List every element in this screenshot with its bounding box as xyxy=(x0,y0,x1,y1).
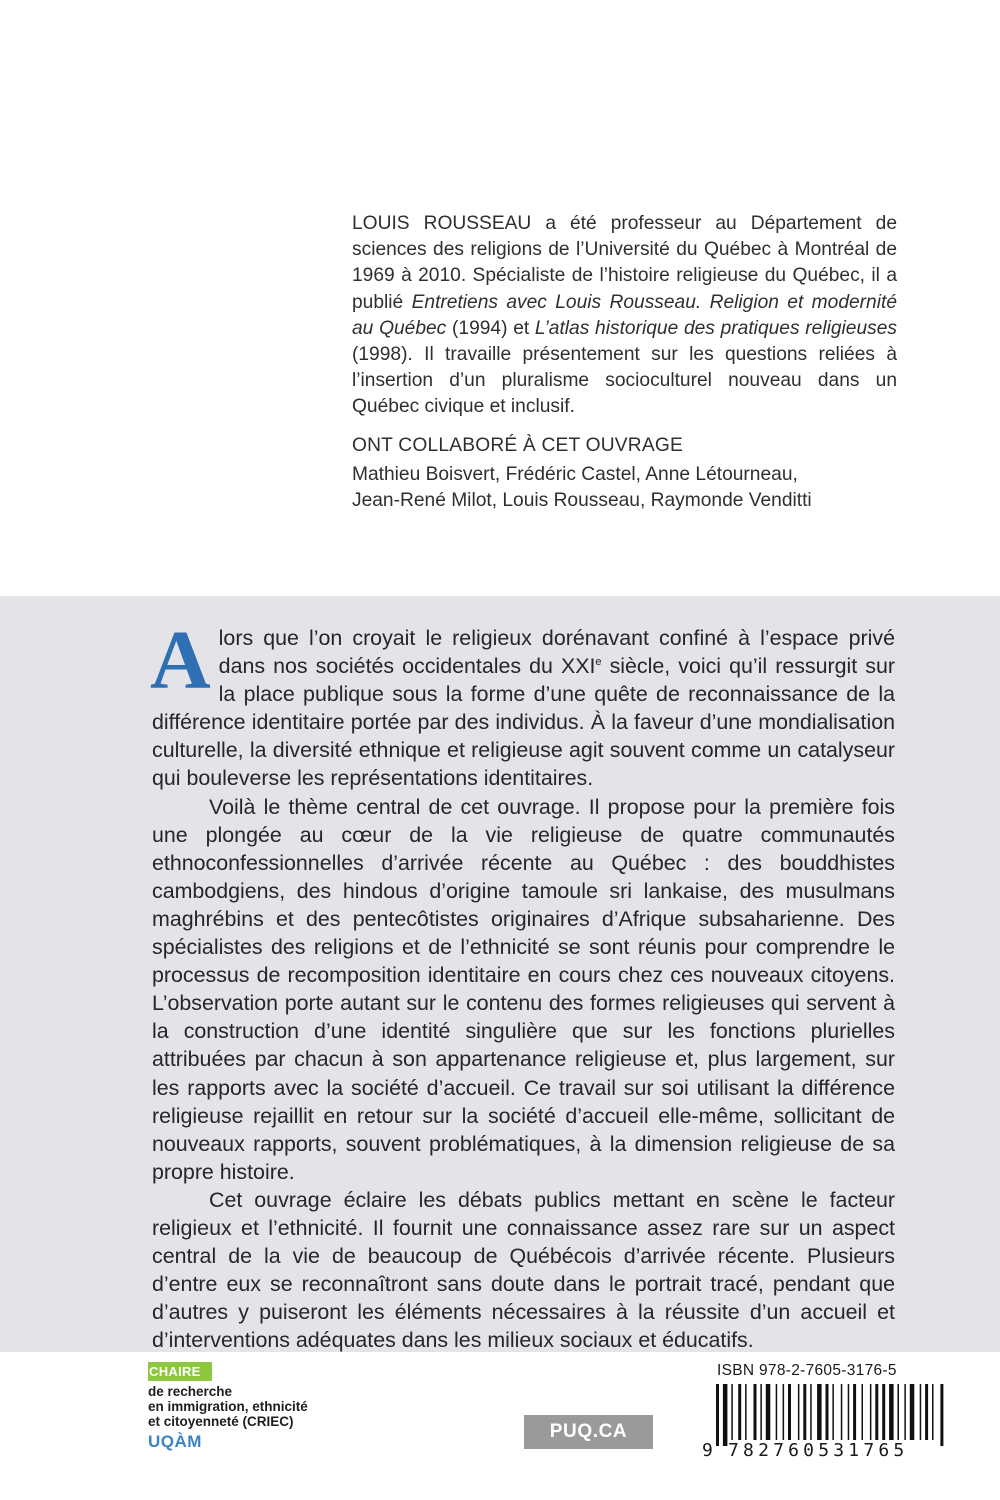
barcode-digits: 782760531765 xyxy=(728,1440,909,1461)
author-name: LOUIS ROUSSEAU xyxy=(352,213,532,234)
book-title-1: Entretiens avec Louis Rousseau. Religion et modernité au Québec xyxy=(352,291,897,339)
criec-name: de recherche en immigration, ethnicité et citoyenneté (CRIEC) xyxy=(148,1384,308,1429)
collaborators-heading: ONT COLLABORÉ À CET OUVRAGE xyxy=(352,435,683,456)
book-summary xyxy=(150,614,895,1354)
summary-paragraph: Cet ouvrage éclaire les débats publics mettant en scène le facteur religieux et l’ethnicité. Il fournit une connaissance assez rare sur un aspect central de la vie de beaucoup de Québécois d’arrivée récente. Plusieurs d’entre eux se reconnaîtront sans doute dans le portrait tracé, pendant que d’autres y puiseront les éléments nécessaires à la réussite d’un accueil et d’interventions adéquates dans les milieux sociaux et éducatifs. xyxy=(152,1187,895,1353)
barcode-first-digit: 9 xyxy=(702,1440,713,1461)
drop-cap: A xyxy=(150,614,211,707)
collaborators-list xyxy=(352,462,897,514)
puq-logo: PUQ.CA xyxy=(524,1415,653,1449)
author-bio: LOUIS ROUSSEAU a été professeur au Département de sciences des religions de l’Université du Québec à Montréal de 1969 à 2010. Spécialiste de l’histoire religieuse du Québec, il a publié Entretiens avec Louis Rousseau. Religion et modernité au Québec (1994) et L’atlas historique des pratiques religieuses (1998). Il travaille présentement sur les questions reliées à l’insertion d’un pluralisme socioculturel nouveau dans un Québec civique et inclusif. xyxy=(352,213,897,418)
isbn-barcode xyxy=(700,1358,960,1468)
back-cover-top xyxy=(0,0,1000,596)
isbn-number: ISBN 978-2-7605-3176-5 xyxy=(717,1362,897,1379)
collaborators-line: Mathieu Boisvert, Frédéric Castel, Anne Létourneau, xyxy=(352,464,798,485)
criec-logo xyxy=(148,1362,408,1462)
summary-paragraph: Alors que l’on croyait le religieux dorénavant confiné à l’espace privé dans nos sociétés occidentales du XXIe siècle, voici qu’il ressurgit sur la place publique sous la forme d’une quête de reconnaissance de la différence identitaire portée par des individus. À la faveur d’une mondialisation culturelle, la diversité ethnique et religieuse agit souvent comme un catalyseur qui bouleverse les représentations identitaires. xyxy=(150,614,895,791)
book-title-2: L’atlas historique des pratiques religieuses xyxy=(534,317,897,339)
collaborators-line: Jean-René Milot, Louis Rousseau, Raymonde Venditti xyxy=(352,490,812,512)
barcode-icon xyxy=(716,1384,952,1446)
chaire-label: CHAIRE xyxy=(148,1362,212,1381)
summary-paragraph: Voilà le thème central de cet ouvrage. Il propose pour la première fois une plongée au cœur de la vie religieuse de quatre communautés ethnoconfessionnelles d’arrivée récente au Québec : des bouddhistes cambodgiens, des hindous d’origine tamoule sri lankaise, des musulmans maghrébins et des pentecôtistes originaires d’Afrique subsaharienne. Des spécialistes des religions et de l’ethnicité se sont réunis pour comprendre le processus de recomposition identitaire en cours chez ces nouveaux citoyens. L’observation porte autant sur le contenu des formes religieuses qui servent à la construction d’une identité singulière que sur les fonctions plurielles attribuées par chacun à son appartenance religieuse et, plus largement, sur les rapports avec la société d’accueil. Ce travail sur soi utilisant la différence religieuse rejaillit en retour sur la société d’accueil elle-même, sollicitant de nouveaux rapports, souvent problématiques, à la dimension religieuse de sa propre histoire. xyxy=(152,794,895,1184)
uqam-logo: UQÀM xyxy=(148,1432,202,1451)
